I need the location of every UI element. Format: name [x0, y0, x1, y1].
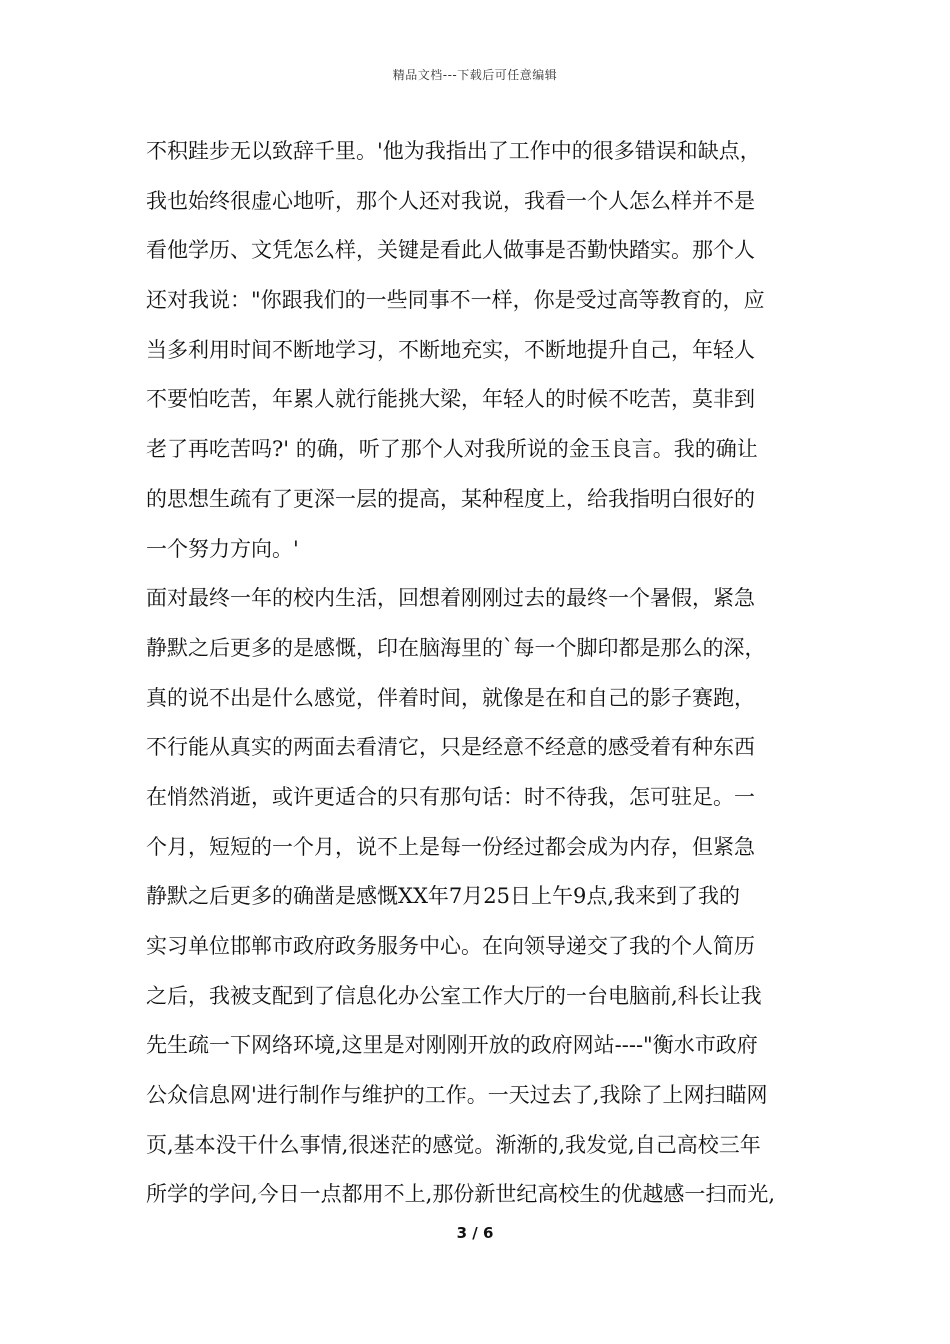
text-line: 的思想生疏有了更深一层的提高，某种程度上，给我指明白很好的 [146, 486, 755, 511]
text-line: 真的说不出是什么感觉，伴着时间，就像是在和自己的影子赛跑， [146, 685, 755, 710]
text-line: 实习单位邯郸市政府政务服务中心。在向领导递交了我的个人简历 [146, 934, 755, 958]
text-line: 当多利用时间不断地学习，不断地充实，不断地提升自己，年轻人 [146, 337, 755, 362]
text-line: 一个努力方向。' [146, 536, 299, 561]
text-line: 不行能从真实的两面去看清它，只是经意不经意的感受着有种东西 [146, 735, 755, 760]
text-line: 面对最终一年的校内生活，回想着刚刚过去的最终一个暑假，紧急 [146, 586, 755, 611]
text-line: 静默之后更多的是感慨，印在脑海里的`每一个脚印都是那么的深， [146, 635, 766, 660]
text-line: 公众信息网'进行制作与维护的工作。一天过去了,我除了上网扫瞄网 [146, 1083, 768, 1108]
text-line: 还对我说："你跟我们的一些同事不一样，你是受过高等教育的，应 [146, 288, 765, 313]
text-line: 看他学历、文凭怎么样，关键是看此人做事是否勤快踏实。那个人 [146, 238, 755, 263]
text-line: 所学的学问,今日一点都用不上,那份新世纪高校生的优越感一扫而光, [146, 1182, 776, 1207]
text-line: 之后，我被支配到了信息化办公室工作大厅的一台电脑前,科长让我 [146, 983, 762, 1008]
text-line: 不要怕吃苦，年累人就行能挑大梁，年轻人的时候不吃苦，莫非到 [146, 387, 755, 412]
text-line: 不积跬步无以致辞千里。'他为我指出了工作中的很多错误和缺点， [146, 139, 761, 163]
text-line: 个月，短短的一个月，说不上是每一份经过都会成为内存，但紧急 [146, 834, 755, 859]
text-line: 先生疏一下网络环境,这里是对刚刚开放的政府网站----"衡水市政府 [146, 1033, 758, 1058]
text-line: 老了再吃苦吗?' 的确，听了那个人对我所说的金玉良言。我的确让 [146, 437, 758, 462]
page-header: 精品文档---下载后可任意编辑 [392, 68, 558, 82]
page-number: 3 / 6 [456, 1224, 494, 1242]
text-line: 页,基本没干什么事情,很迷茫的感觉。渐渐的,我发觉,自己高校三年 [146, 1132, 761, 1157]
document-body [146, 127, 814, 1220]
text-line: 在悄然消逝，或许更适合的只有那句话：时不待我，怎可驻足。一 [146, 784, 755, 809]
text-line: 静默之后更多的确凿是感慨XX年7月25日上午9点,我来到了我的 [146, 884, 741, 909]
text-line: 我也始终很虚心地听，那个人还对我说，我看一个人怎么样并不是 [146, 188, 755, 213]
